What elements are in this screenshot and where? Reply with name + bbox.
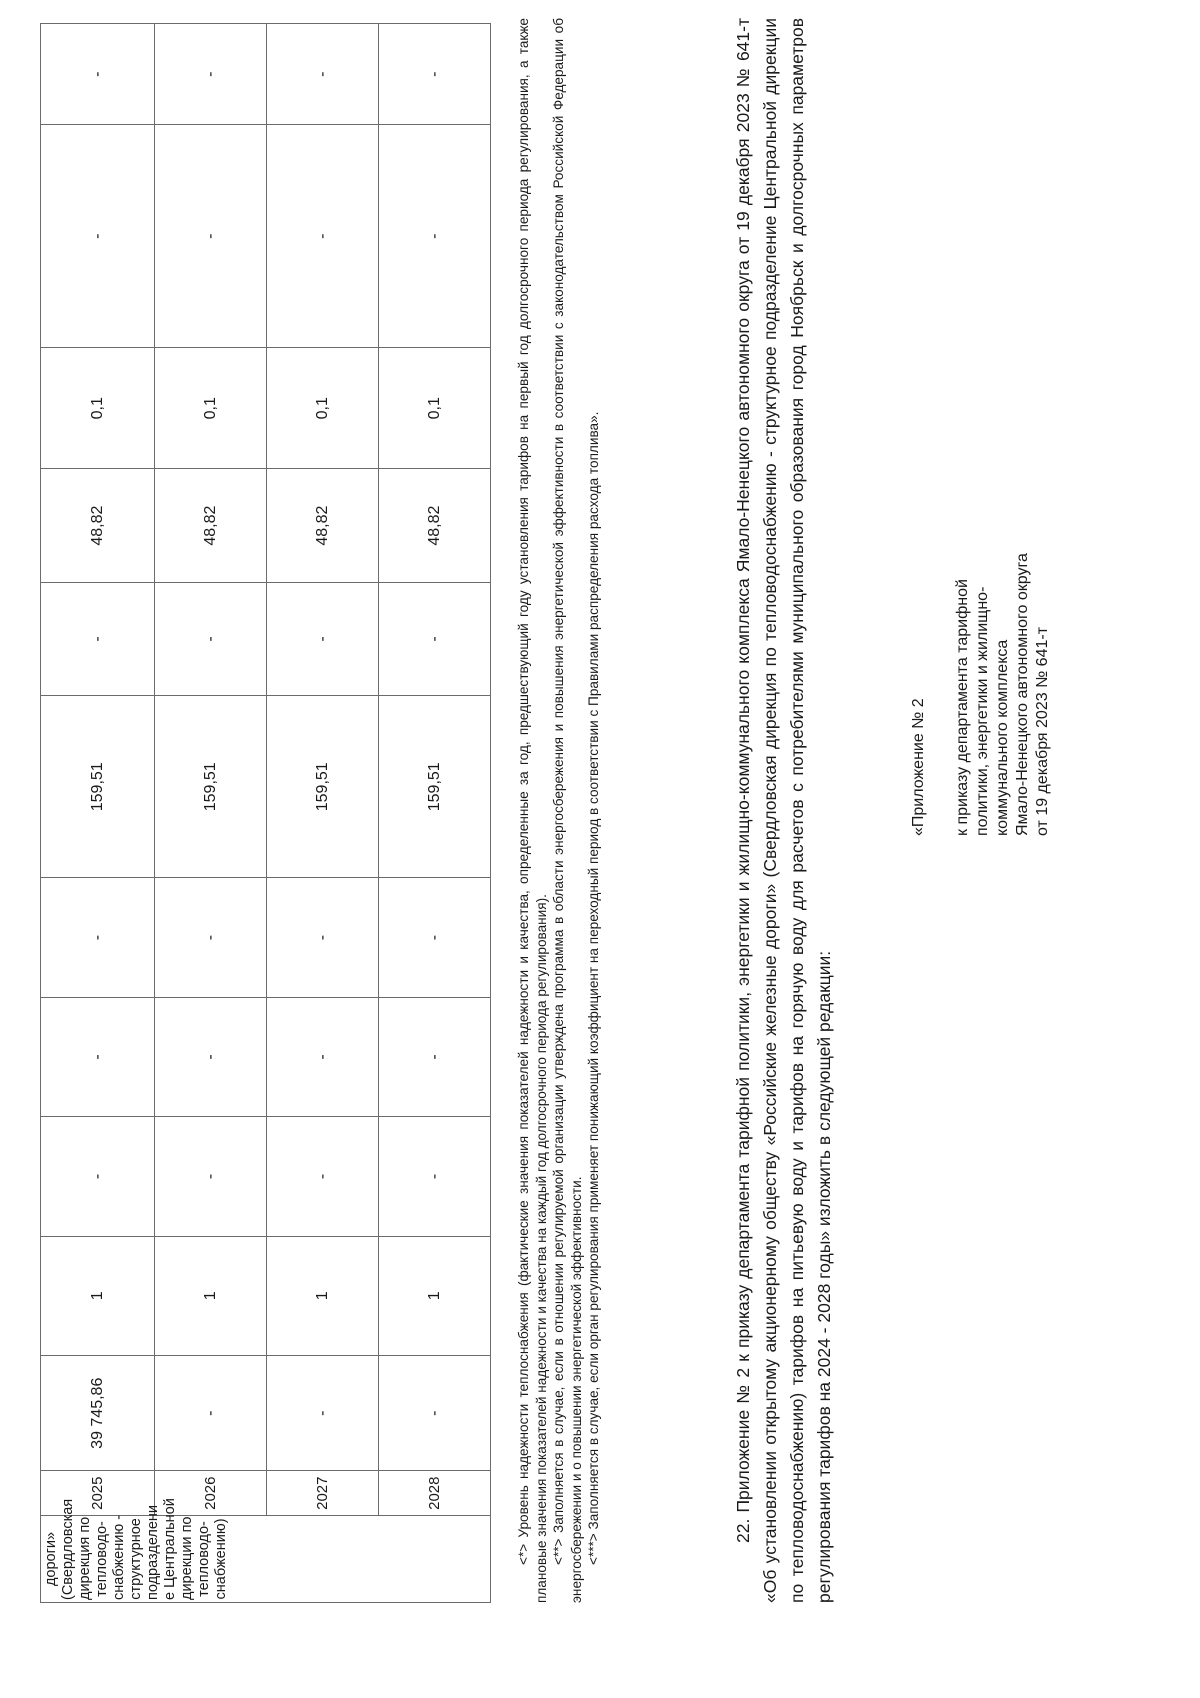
value-cell: 48,82 xyxy=(155,469,267,582)
value-cell: - xyxy=(267,997,379,1116)
value-cell: - xyxy=(41,582,155,695)
footnote-coefficient: <***> Заполняется в случае, если орган регулирования применяет понижающий коэффициент на переходный период в соответствии с Правилами распределения расхода топлива». xyxy=(586,411,601,1565)
value-cell: - xyxy=(41,997,155,1116)
index-cell: 1 xyxy=(379,1236,491,1355)
value-cell: - xyxy=(155,1117,267,1236)
footnotes xyxy=(515,18,603,1603)
footnote-energy-saving: <**> Заполняется в случае, если в отношении регулируемой организации утверждена программа в области энергосбережения и повышения энергетической эффективности в соответствии с законодательством Российской Федерации об энергосбережении и о повышении энергетической эффективности. xyxy=(551,18,584,1603)
value-cell: 159,51 xyxy=(155,696,267,878)
year-cell: 2027 xyxy=(267,1471,379,1516)
value-cell: - xyxy=(379,582,491,695)
value-cell: 48,82 xyxy=(379,469,491,582)
year-cell: 2026 xyxy=(155,1471,267,1516)
base-level-cell: - xyxy=(379,1356,491,1471)
value-cell: - xyxy=(379,1117,491,1236)
value-cell: 0,1 xyxy=(379,348,491,469)
base-level-cell: 39 745,86 xyxy=(41,1356,155,1471)
value-cell: - xyxy=(155,997,267,1116)
appendix-reference: к приказу департамента тарифной политики, энергетики и жилищно- коммунального комплекса Ямало-Ненецкого автономного округа от 19 декабря 2023 № 641-т xyxy=(954,553,1051,836)
value-cell: - xyxy=(41,24,155,125)
table-row xyxy=(155,24,267,1603)
value-cell: 0,1 xyxy=(155,348,267,469)
organization-name-cell: дороги» (Свердловская дирекция по тепловодо- снабжению - структурное подразделени е Центральной дирекции по тепловодо- снабжению) xyxy=(41,1515,491,1602)
value-cell: - xyxy=(379,997,491,1116)
value-cell: - xyxy=(155,125,267,348)
value-cell: 48,82 xyxy=(41,469,155,582)
value-cell: - xyxy=(267,1117,379,1236)
base-level-cell: - xyxy=(267,1356,379,1471)
value-cell: - xyxy=(41,125,155,348)
value-cell: 0,1 xyxy=(267,348,379,469)
value-cell: - xyxy=(267,878,379,997)
index-cell: 1 xyxy=(155,1236,267,1355)
value-cell: - xyxy=(267,582,379,695)
base-level-cell: - xyxy=(155,1356,267,1471)
year-cell: 2028 xyxy=(379,1471,491,1516)
tariff-table-container xyxy=(40,23,491,1603)
value-cell: - xyxy=(41,1117,155,1236)
value-cell: - xyxy=(155,24,267,125)
value-cell: - xyxy=(379,878,491,997)
value-cell: - xyxy=(267,24,379,125)
table-row xyxy=(379,24,491,1603)
amendment-paragraph: 22. Приложение № 2 к приказу департамента тарифной политики, энергетики и жилищно-коммунального комплекса Ямало-Ненецкого автономного округа от 19 декабря 2023 № 641-т «Об установлении открытому акционерному обществу «Российские железные дороги» (Свердловская дирекция по тепловодоснабжению - структурное подразделение Центральной дирекции по тепловодоснабжению) тарифов на питьевую воду и тарифов на горячую воду для расчетов с потребителями муниципального образования город Ноябрьск и долгосрочных параметров регулирования тарифов на 2024 - 2028 годы» изложить в следующей редакции: xyxy=(733,18,834,1603)
value-cell: 159,51 xyxy=(41,696,155,878)
value-cell: 159,51 xyxy=(379,696,491,878)
tariff-parameters-table xyxy=(40,23,491,1603)
table-row xyxy=(267,24,379,1603)
value-cell: 48,82 xyxy=(267,469,379,582)
value-cell: 0,1 xyxy=(41,348,155,469)
appendix-title: «Приложение № 2 xyxy=(910,698,927,836)
value-cell: - xyxy=(379,125,491,348)
value-cell: - xyxy=(267,125,379,348)
value-cell: - xyxy=(155,878,267,997)
index-cell: 1 xyxy=(41,1236,155,1355)
value-cell: - xyxy=(41,878,155,997)
value-cell: - xyxy=(155,582,267,695)
footnote-reliability: <*> Уровень надежности теплоснабжения (фактические значения показателей надежности и качества, определенные за год, предшествующий году установления тарифов на первый год долгосрочного периода регулирования, а также плановые значения показателей надежности и качества на каждый год долгосрочного периода регулирования). xyxy=(516,18,549,1603)
index-cell: 1 xyxy=(267,1236,379,1355)
table-row xyxy=(41,24,155,1603)
value-cell: - xyxy=(379,24,491,125)
year-cell: 2025 xyxy=(41,1471,155,1516)
value-cell: 159,51 xyxy=(267,696,379,878)
